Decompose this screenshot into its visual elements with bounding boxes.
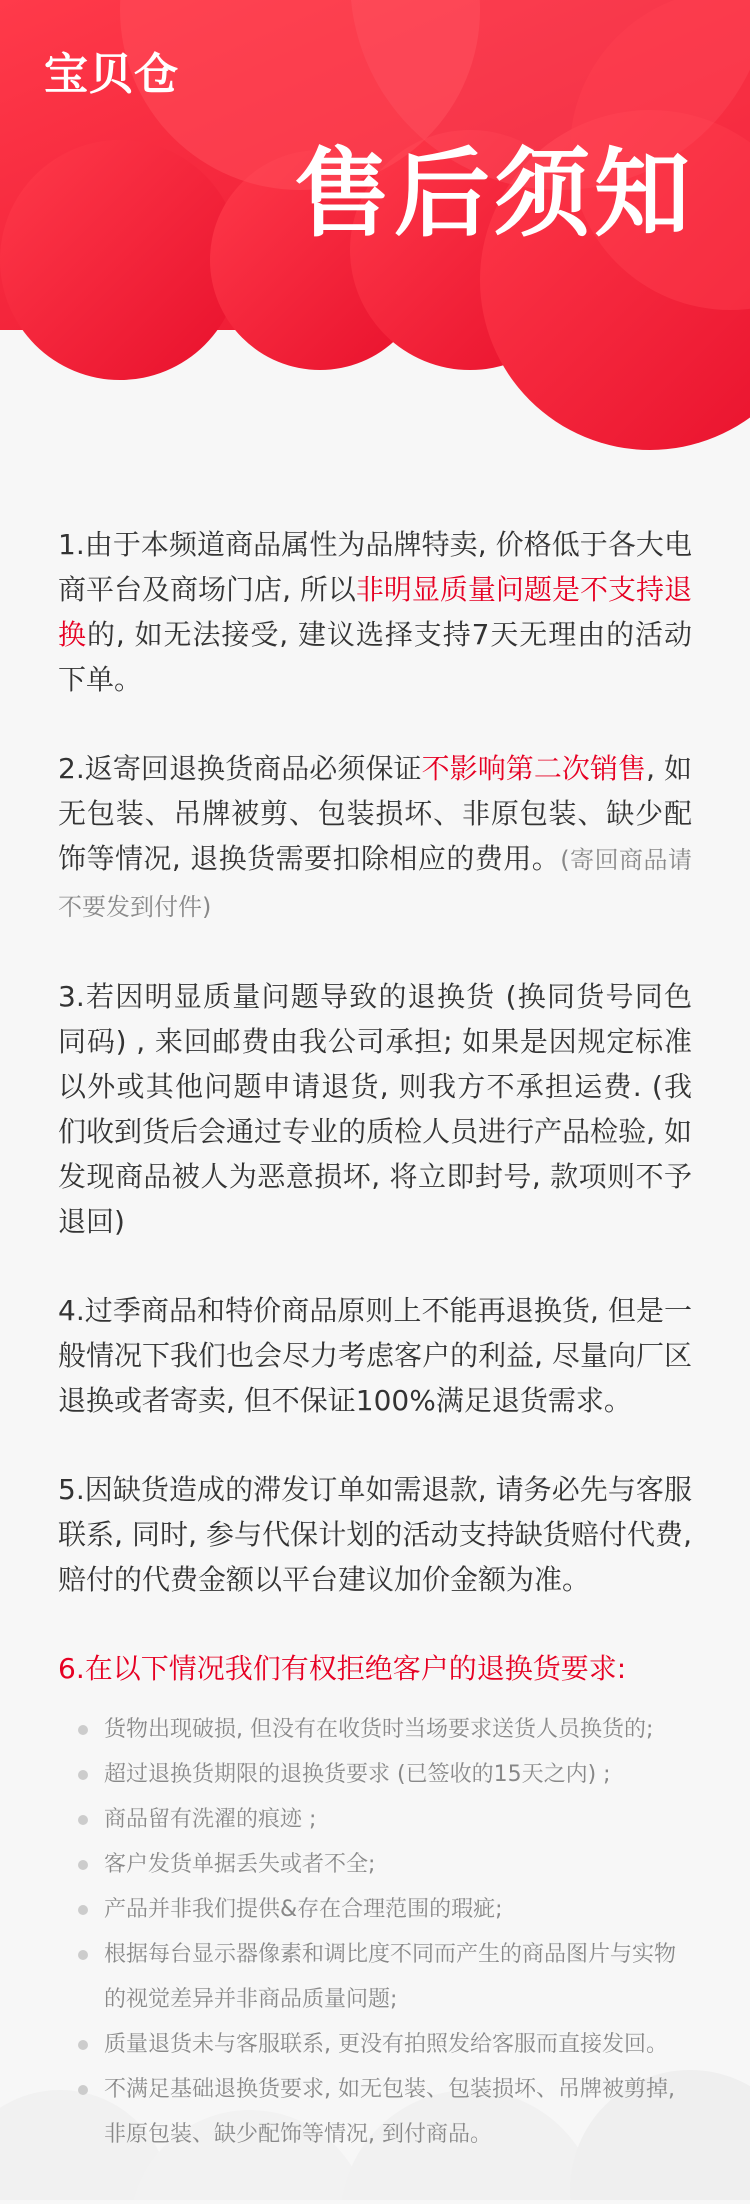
list-item: 根据每台显示器像素和调比度不同而产生的商品图片与实物的视觉差异并非商品质量问题;	[60, 1932, 692, 2022]
list-item: 超过退换货期限的退换货要求 (已签收的15天之内) ;	[60, 1752, 692, 1797]
brand-logo: 宝贝仓	[44, 49, 179, 100]
list-item: 客户发货单据丢失或者不全;	[60, 1842, 692, 1887]
refusal-list	[0, 1707, 750, 2157]
refusal-section-title: 6.在以下情况我们有权拒绝客户的退换货要求:	[58, 1652, 627, 1685]
notice-paragraph-5	[58, 1467, 692, 1602]
highlight-text: 不影响第二次销售	[421, 752, 647, 785]
notice-paragraph-3	[58, 974, 692, 1244]
list-item: 商品留有洗濯的痕迹 ;	[60, 1797, 692, 1842]
list-item: 质量退货未与客服联系, 更没有拍照发给客服而直接发回。	[60, 2022, 692, 2067]
notice-content	[0, 510, 750, 2157]
paragraph-text: 2.返寄回退换货商品必须保证	[58, 752, 422, 785]
paragraph-text: 的, 如无法接受, 建议选择支持7天无理由的活动下单。	[58, 618, 692, 696]
list-item: 货物出现破损, 但没有在收货时当场要求送货人员换货的;	[60, 1707, 692, 1752]
page-title: 售后须知	[294, 138, 694, 250]
notice-paragraph-1	[58, 522, 692, 702]
notice-paragraph-2	[58, 746, 692, 930]
list-item: 不满足基础退换货要求, 如无包装、包装损坏、吊牌被剪掉, 非原包装、缺少配饰等情况, 到付商品。	[60, 2067, 692, 2157]
paragraph-text: 3.若因明显质量问题导致的退换货 (换同货号同色同码) , 来回邮费由我公司承担; 如果是因规定标准以外或其他问题申请退货, 则我方不承担运费. (我们收到货后会通过专业的质检人员进行产品检验, 如发现商品被人为恶意损坏, 将立即封号, 款项则不予退回)	[58, 980, 692, 1238]
paragraph-text: 5.因缺货造成的滞发订单如需退款, 请务必先与客服联系, 同时, 参与代保计划的活动支持缺货赔付代费, 赔付的代费金额以平台建议加价金额为准。	[58, 1473, 692, 1596]
paragraph-text: , 如无包装、吊牌被剪、包装损坏、非原包装、缺少配饰等情况, 退换货需要扣除相应的费用。	[58, 752, 692, 875]
note-text: (寄回商品请不要发到付件)	[58, 846, 692, 921]
paragraph-text: 4.过季商品和特价商品原则上不能再退换货, 但是一般情况下我们也会尽力考虑客户的利益, 尽量向厂区退换或者寄卖, 但不保证100%满足退货需求。	[58, 1294, 692, 1417]
list-item: 产品并非我们提供&存在合理范围的瑕疵;	[60, 1887, 692, 1932]
notice-paragraph-4	[58, 1288, 692, 1423]
highlight-text: 非明显质量问题是不支持退换	[58, 573, 692, 651]
paragraph-text: 1.由于本频道商品属性为品牌特卖, 价格低于各大电商平台及商场门店, 所以	[58, 528, 692, 606]
